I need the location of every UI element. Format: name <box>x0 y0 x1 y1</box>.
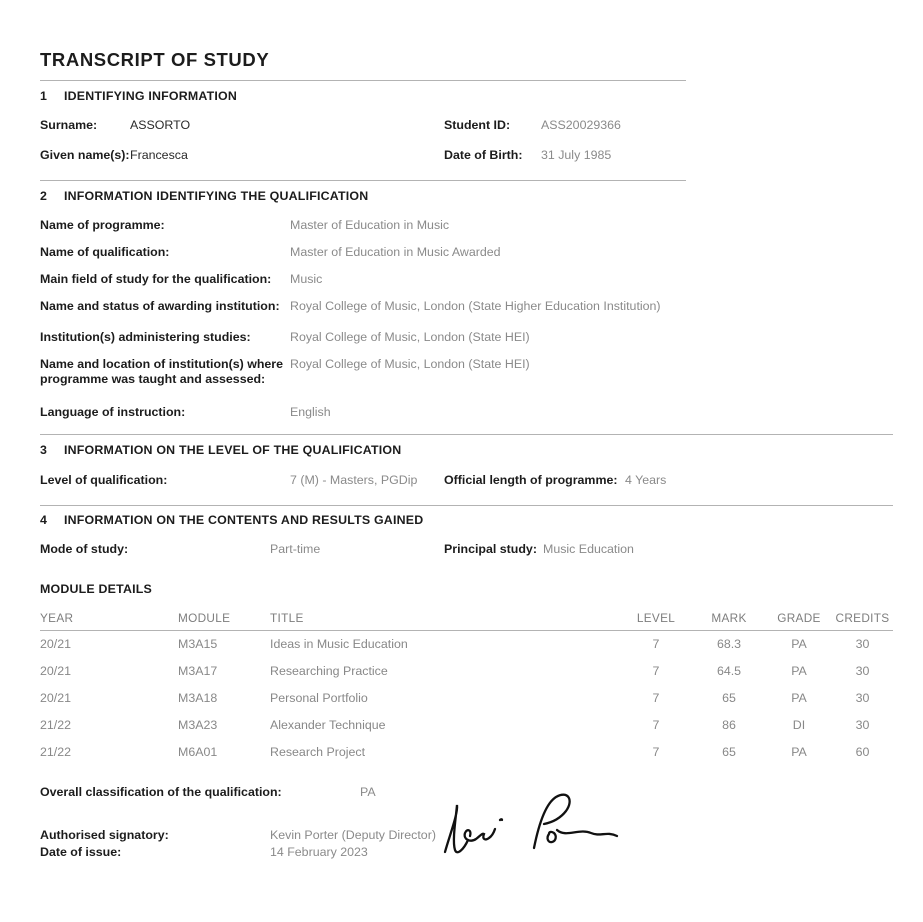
cell-year: 20/21 <box>40 691 72 705</box>
field-value: English <box>290 405 331 419</box>
field-label: Name and location of institution(s) where programme was taught and assessed: <box>40 357 284 386</box>
field-value: Master of Education in Music Awarded <box>290 245 501 259</box>
section-number: 2 <box>40 189 48 203</box>
cell-grade: PA <box>791 745 807 759</box>
cell-mark: 68.3 <box>716 637 742 651</box>
cell-title: Research Project <box>270 745 366 759</box>
field-label: Main field of study for the qualification: <box>40 272 272 286</box>
cell-level: 7 <box>652 718 660 732</box>
cell-credits: 30 <box>855 691 870 705</box>
cell-credits: 30 <box>855 637 870 651</box>
section-title: INFORMATION IDENTIFYING THE QUALIFICATION <box>64 189 369 203</box>
section-title: IDENTIFYING INFORMATION <box>64 89 238 103</box>
section-3-heading <box>40 443 893 458</box>
cell-title: Alexander Technique <box>270 718 386 732</box>
dob-value: 31 July 1985 <box>541 148 612 162</box>
cell-module: M3A18 <box>178 691 218 705</box>
date-of-issue-label: Date of issue: <box>40 845 122 859</box>
field-label: Name of programme: <box>40 218 165 232</box>
cell-level: 7 <box>652 664 660 678</box>
table-row <box>40 631 893 658</box>
cell-title: Personal Portfolio <box>270 691 368 705</box>
field-label: Name of qualification: <box>40 245 170 259</box>
section-2-heading <box>40 189 893 204</box>
cell-mark: 65 <box>722 691 736 705</box>
cell-level: 7 <box>652 691 660 705</box>
authorised-signatory-label: Authorised signatory: <box>40 828 169 842</box>
mode-value: Part-time <box>270 542 321 556</box>
surname-label: Surname: <box>40 118 98 132</box>
divider <box>40 505 893 506</box>
table-row <box>40 739 893 766</box>
programme-length-value: 4 Years <box>625 473 667 487</box>
level-label: Level of qualification: <box>40 473 168 487</box>
cell-title: Researching Practice <box>270 664 388 678</box>
col-header-credits: CREDITS <box>835 611 890 625</box>
overall-classification-value: PA <box>360 785 376 799</box>
table-row <box>40 685 893 712</box>
given-names-label: Given name(s): <box>40 148 130 162</box>
field-row <box>40 245 893 260</box>
cell-mark: 65 <box>722 745 736 759</box>
col-header-module: MODULE <box>178 611 231 625</box>
field-row <box>40 330 893 345</box>
section-number: 4 <box>40 513 48 527</box>
cell-grade: DI <box>792 718 806 732</box>
surname-row <box>40 118 893 133</box>
cell-year: 21/22 <box>40 718 72 732</box>
cell-level: 7 <box>652 745 660 759</box>
cell-module: M6A01 <box>178 745 218 759</box>
cell-credits: 60 <box>855 745 870 759</box>
cell-grade: PA <box>791 664 807 678</box>
cell-year: 20/21 <box>40 664 72 678</box>
field-value: Royal College of Music, London (State HEI) <box>290 357 530 371</box>
student-id-value: ASS20029366 <box>541 118 621 132</box>
table-header-row <box>40 611 893 626</box>
divider <box>40 180 686 181</box>
field-value: Music <box>290 272 323 286</box>
field-value: Royal College of Music, London (State HEI) <box>290 330 530 344</box>
cell-mark: 64.5 <box>716 664 742 678</box>
cell-title: Ideas in Music Education <box>270 637 408 651</box>
cell-mark: 86 <box>722 718 736 732</box>
surname-value: ASSORTO <box>130 118 191 132</box>
field-row <box>40 218 893 233</box>
overall-classification-label: Overall classification of the qualification: <box>40 785 282 799</box>
section-4-heading <box>40 513 893 528</box>
date-of-issue-value: 14 February 2023 <box>270 845 368 859</box>
level-value: 7 (M) - Masters, PGDip <box>290 473 418 487</box>
divider <box>40 434 893 435</box>
cell-module: M3A17 <box>178 664 218 678</box>
field-label: Name and status of awarding institution: <box>40 299 280 313</box>
cell-module: M3A23 <box>178 718 218 732</box>
section-number: 3 <box>40 443 48 457</box>
field-row <box>40 299 893 314</box>
cell-credits: 30 <box>855 664 870 678</box>
cell-grade: PA <box>791 691 807 705</box>
section-number: 1 <box>40 89 48 103</box>
given-names-value: Francesca <box>130 148 188 162</box>
module-table <box>40 611 893 766</box>
cell-level: 7 <box>652 637 660 651</box>
cell-year: 20/21 <box>40 637 72 651</box>
col-header-grade: GRADE <box>777 611 821 625</box>
field-value: Royal College of Music, London (State Higher Education Institution) <box>290 299 661 313</box>
dob-label: Date of Birth: <box>444 148 523 162</box>
divider <box>40 80 686 81</box>
col-header-title: TITLE <box>270 611 304 625</box>
table-row <box>40 712 893 739</box>
col-header-level: LEVEL <box>636 611 676 625</box>
module-details-heading: MODULE DETAILS <box>40 582 153 596</box>
field-label: Institution(s) administering studies: <box>40 330 251 344</box>
signature-image <box>437 786 627 876</box>
principal-study-value: Music Education <box>543 542 634 556</box>
page-title: TRANSCRIPT OF STUDY <box>40 49 270 70</box>
field-value: Master of Education in Music <box>290 218 450 232</box>
field-label: Language of instruction: <box>40 405 186 419</box>
section-title: INFORMATION ON THE CONTENTS AND RESULTS GAINED <box>64 513 424 527</box>
table-row <box>40 658 893 685</box>
programme-length-label: Official length of programme: <box>444 473 618 487</box>
cell-credits: 30 <box>855 718 870 732</box>
field-row <box>40 272 893 287</box>
mode-of-study-row <box>40 542 893 557</box>
level-row <box>40 473 893 488</box>
field-row <box>40 357 893 387</box>
col-header-mark: MARK <box>711 611 747 625</box>
cell-grade: PA <box>791 637 807 651</box>
field-row <box>40 405 893 420</box>
section-1-heading <box>40 89 893 104</box>
given-names-row <box>40 148 893 163</box>
authorised-signatory-value: Kevin Porter (Deputy Director) <box>270 828 436 842</box>
cell-year: 21/22 <box>40 745 72 759</box>
section-title: INFORMATION ON THE LEVEL OF THE QUALIFICATION <box>64 443 402 457</box>
student-id-label: Student ID: <box>444 118 511 132</box>
mode-label: Mode of study: <box>40 542 129 556</box>
cell-module: M3A15 <box>178 637 218 651</box>
col-header-year: YEAR <box>40 611 74 625</box>
principal-study-label: Principal study: <box>444 542 537 556</box>
